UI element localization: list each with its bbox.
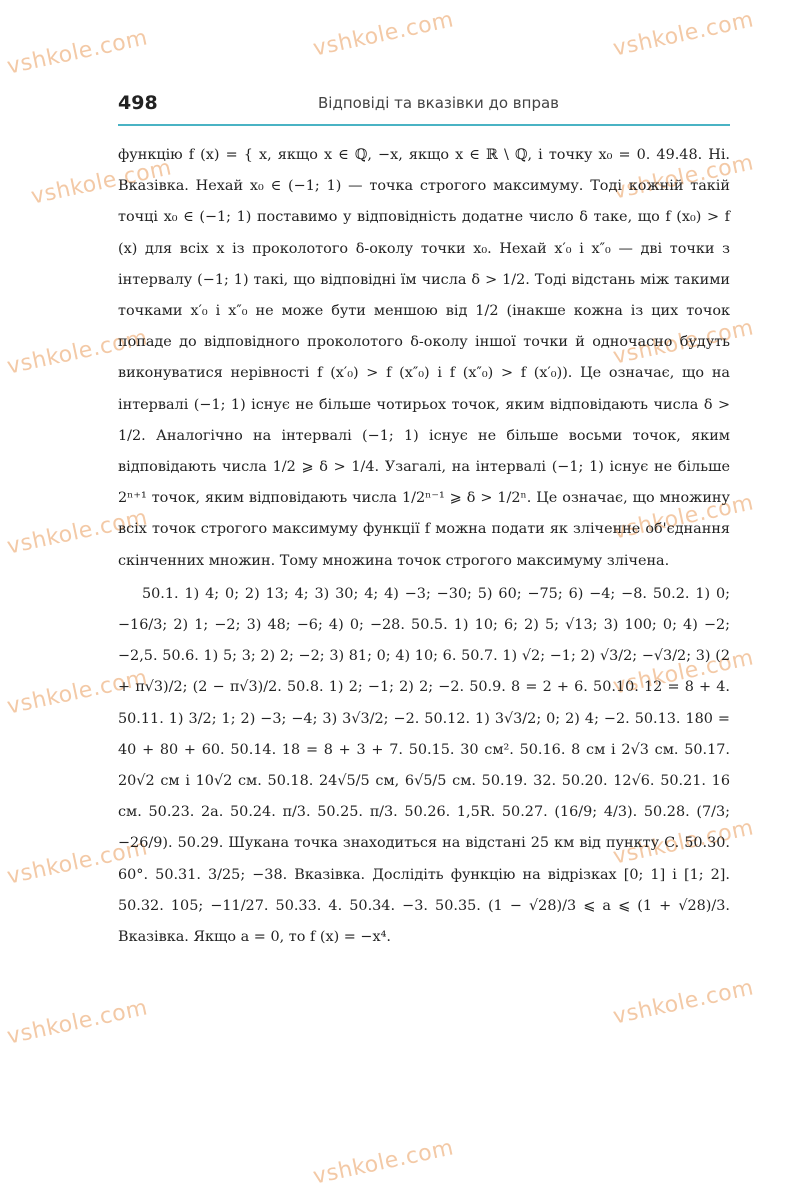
running-title: Відповіді та вказівки до вправ: [318, 94, 559, 112]
watermark: vshkole.com: [610, 315, 757, 370]
watermark: vshkole.com: [4, 665, 151, 720]
paragraph-answers-50: 50.1. 1) 4; 0; 2) 13; 4; 3) 30; 4; 4) −3; −30; 5) 60; −75; 6) −4; −8. 50.2. 1) 0; −16/3; 2) 1; −2; 3) 48; −6; 4) 0; −28. 50.5. 1) 10; 6; 2) 5; √13; 3) 100; 0; 4) −2; −2,5. 50.6. 1) 5; 3; 2) 2; −2; 3) 81; 0; 4) 10; 6. 50.7. 1) √2; −1; 2) √3/2; −√3/2; 3) (2 + π√3)/2; (2 − π√3)/2. 50.8. 1) 2; −1; 2) 2; −2. 50.9. 8 = 2 + 6. 50.10. 12 = 8 + 4. 50.11. 1) 3/2; 1; 2) −3; −4; 3) 3√3/2; −2. 50.12. 1) 3√3/2; 0; 2) 4; −2. 50.13. 180 = 40 + 80 + 60. 50.14. 18 = 8 + 3 + 7. 50.15. 30 см². 50.16. 8 см і 2√3 см. 50.17. 20√2 см і 10√2 см. 50.18. 24√5/5 см, 6√5/5 см. 50.19. 32. 50.20. 12√6. 50.21. 16 см. 50.23. 2a. 50.24. π/3. 50.25. π/3. 50.26. 1,5R. 50.27. (16/9; 4/3). 50.28. (7/3; −26/9). 50.29. Шукана точка знаходиться на відстані 25 км від пункту C. 50.30. 60°. 50.31. 3/25; −38. Вказівка. Дослідіть функцію на відрізках [0; 1] і [1; 2]. 50.32. 105; −11/27. 50.33. 4. 50.34. −3. 50.35. (1 − √28)/3 ⩽ a ⩽ (1 + √28)/3. Вказівка. Якщо a = 0, то f (x) = −x⁴.: [118, 585, 730, 946]
watermark: vshkole.com: [4, 995, 151, 1050]
watermark: vshkole.com: [310, 1135, 457, 1190]
watermark: vshkole.com: [28, 155, 175, 210]
watermark: vshkole.com: [610, 815, 757, 870]
page-number: 498: [118, 92, 158, 114]
watermark: vshkole.com: [310, 7, 457, 62]
watermark: vshkole.com: [610, 490, 757, 545]
page-body: [118, 140, 730, 953]
paragraph-49-48: функцію f (x) = { x, якщо x ∈ ℚ, −x, якщо x ∈ ℝ \ ℚ, і точку x₀ = 0. 49.48. Ні. Вказівка. Нехай x₀ ∈ (−1; 1) — точка строгого максимуму. Тоді кожній такій точці x₀ ∈ (−1; 1) поставимо у відповідність додатне число δ таке, що f (x₀) > f (x) для всіх x із проколотого δ-околу точки x₀. Нехай x′₀ і x″₀ — дві точки з інтервалу (−1; 1) такі, що відповідні їм числа δ > 1/2. Тоді відстань між такими точками x′₀ і x″₀ не може бути меншою від 1/2 (інакше кожна із цих точок попаде до відповідного проколотого δ-околу іншої точки й одночасно будуть виконуватися нерівності f (x′₀) > f (x″₀) і f (x″₀) > f (x′₀)). Це означає, що на інтервалі (−1; 1) існує не більше чотирьох точок, яким відповідають числа δ > 1/2. Аналогічно на інтервалі (−1; 1) існує не більше восьми точок, яким відповідають числа 1/2 ⩾ δ > 1/4. Узагалі, на інтервалі (−1; 1) існує не більше 2ⁿ⁺¹ точок, яким відповідають числа 1/2ⁿ⁻¹ ⩾ δ > 1/2ⁿ. Це означає, що множину всіх точок строгого максимуму функції f можна подати як зліченне об'єднання скінченних множин. Тому множина точок строгого максимуму злічена.: [118, 147, 730, 569]
watermark: vshkole.com: [610, 645, 757, 700]
watermark: vshkole.com: [4, 25, 151, 80]
watermark: vshkole.com: [610, 975, 757, 1030]
watermark: vshkole.com: [4, 835, 151, 890]
watermark: vshkole.com: [4, 325, 151, 380]
page-header: [118, 92, 730, 126]
watermark: vshkole.com: [4, 505, 151, 560]
watermark: vshkole.com: [610, 7, 757, 62]
watermark: vshkole.com: [610, 150, 757, 205]
